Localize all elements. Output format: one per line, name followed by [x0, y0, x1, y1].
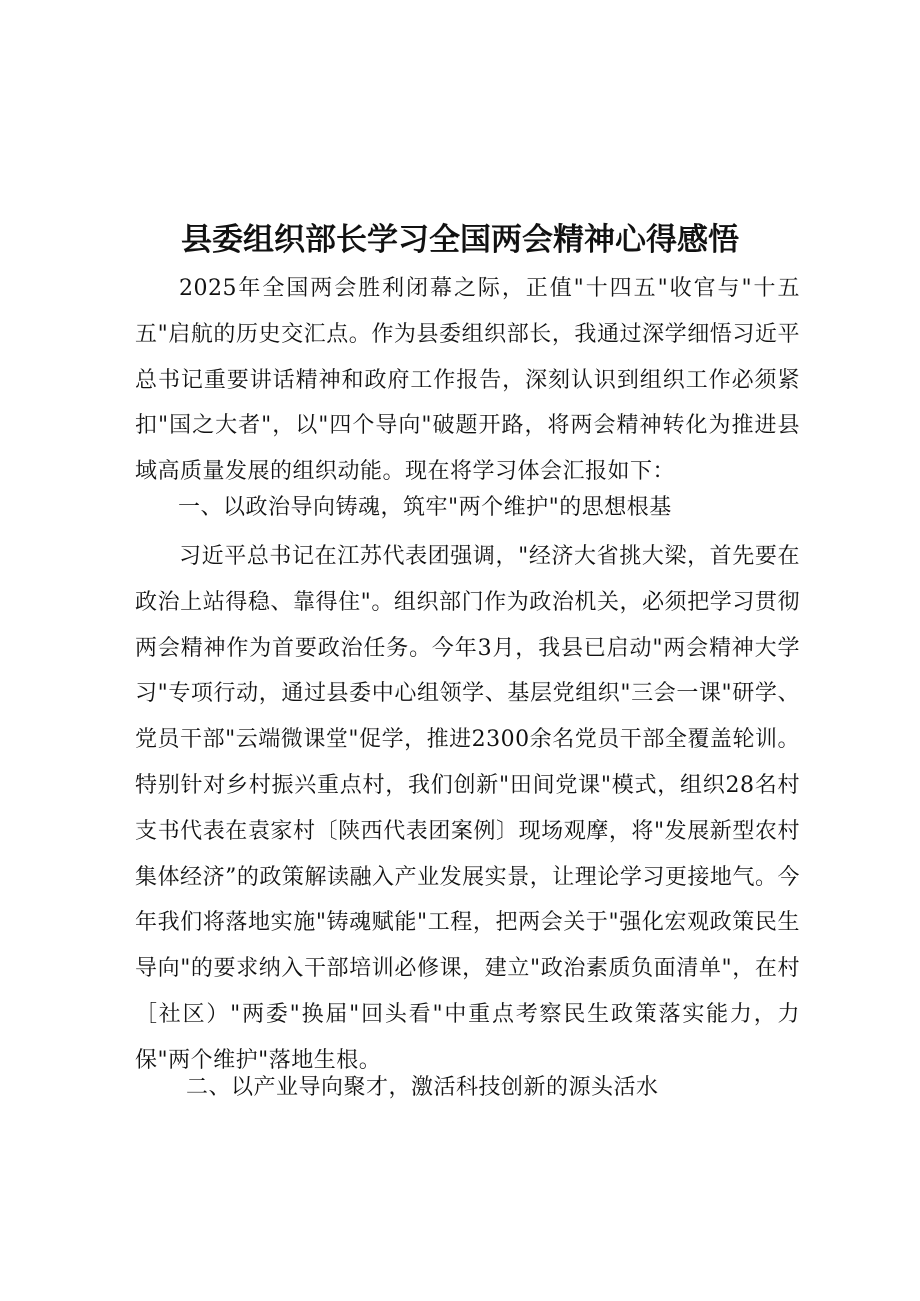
document-title: 县委组织部长学习全国两会精神心得感悟	[181, 222, 739, 258]
intro-paragraph: 2025年全国两会胜利闭幕之际，正值"十四五"收官与"十五五"启航的历史交汇点。作为县委组织部长，我通过深学细悟习近平总书记重要讲话精神和政府工作报告，深刻认识到组织工作必须紧扣"国之大者"，以"四个导向"破题开路，将两会精神转化为推进县域高质量发展的组织动能。现在将学习体会汇报如下：	[135, 276, 800, 485]
section-2-heading: 二、以产业导向聚才，激活科技创新的源头活水	[186, 1075, 659, 1100]
section-1-paragraph: 习近平总书记在江苏代表团强调，"经济大省挑大梁，首先要在政治上站得稳、靠得住"。组织部门作为政治机关，必须把学习贯彻两会精神作为首要政治任务。今年3月，我县已启动"两会精神大学习"专项行动，通过县委中心组领学、基层党组织"三会一课"研学、党员干部"云端微课堂"促学，推进2300余名党员干部全覆盖轮训。特别针对乡村振兴重点村，我们创新"田间党课"模式，组织28名村支书代表在袁家村〔陕西代表团案例〕现场观摩，将"发展新型农村集体经济”的政策解读融入产业发展实景，让理论学习更接地气。今年我们将落地实施"铸魂赋能"工程，把两会关于"强化宏观政策民生导向"的要求纳入干部培训必修课，建立"政治素质负面清单"，在村［社区）"两委"换届"回头看"中重点考察民生政策落实能力，力保"两个维护"落地生根。	[135, 544, 800, 1073]
section-1-heading: 一、以政治导向铸魂，筑牢"两个维护"的思想根基	[178, 495, 672, 520]
